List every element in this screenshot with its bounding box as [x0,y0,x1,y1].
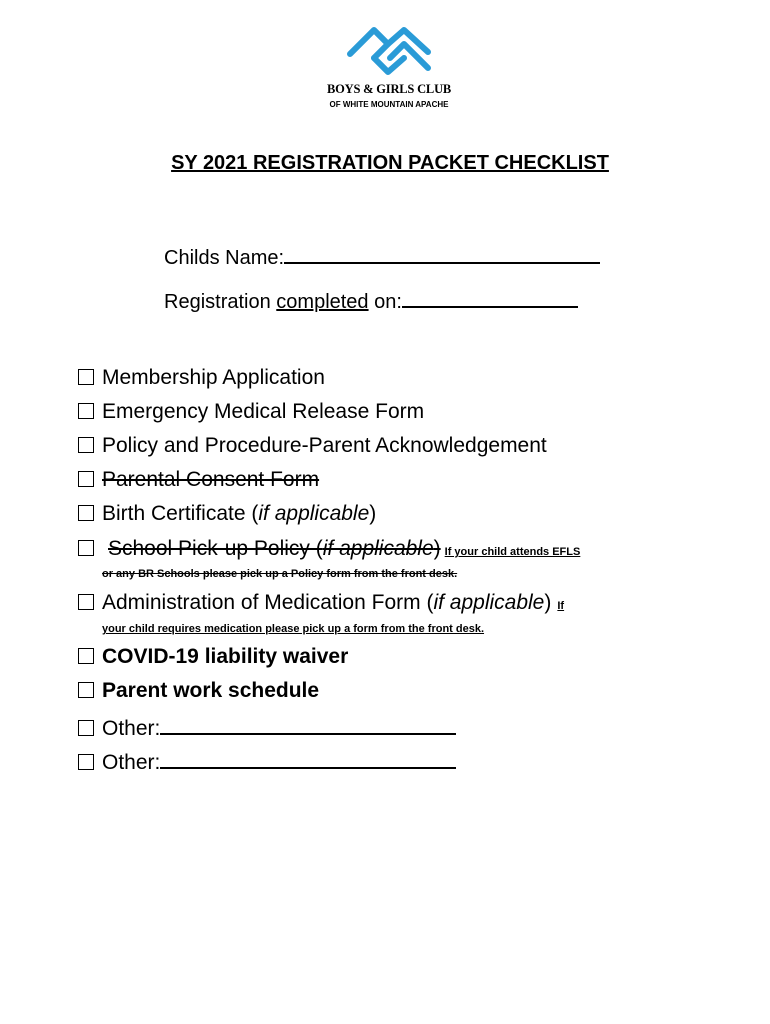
checkbox[interactable] [78,682,94,698]
checklist-item-membership[interactable] [78,366,325,390]
checkbox[interactable] [78,505,94,521]
registration-date-field[interactable] [164,286,578,314]
childs-name-blank[interactable] [284,242,600,264]
item-qualifier: if applicable [433,591,545,614]
pickup-policy-note: or any BR Schools please pick up a Policy form from the front desk. [102,568,458,580]
boys-girls-club-logo-icon [344,22,434,80]
registration-suffix: on: [368,291,402,313]
item-label: Birth Certificate ( [102,502,259,525]
item-label: Administration of Medication Form ( [102,591,434,614]
checkbox[interactable] [78,648,94,664]
item-note: If your child attends EFLS [444,546,581,558]
item-label: Other: [102,751,161,774]
checklist-item-emergency[interactable] [78,400,424,424]
medication-note: your child requires medication please pick up a form from the front desk. [102,623,485,635]
checklist-item-work-schedule[interactable] [78,679,319,703]
item-label: Membership Application [102,366,325,389]
item-qualifier: if applicable [258,502,370,525]
checkbox[interactable] [78,720,94,736]
checkbox[interactable] [78,540,94,556]
checkbox[interactable] [78,754,94,770]
item-label: Emergency Medical Release Form [102,400,425,423]
checkbox[interactable] [78,403,94,419]
registration-prefix: Registration [164,291,277,313]
item-qualifier: if applicable [322,537,434,560]
childs-name-label: Childs Name: [164,247,285,269]
checklist-item-birth-certificate[interactable] [78,502,376,526]
item-label-close: ) [369,502,377,525]
checklist-item-other-2[interactable] [78,747,456,775]
item-label: COVID-19 liability waiver [102,645,349,668]
item-label: Policy and Procedure-Parent Acknowledgement [102,434,547,457]
item-label-close: ) [544,591,552,614]
other-blank[interactable] [160,747,456,769]
other-blank[interactable] [160,713,456,735]
checkbox[interactable] [78,594,94,610]
club-logo [318,22,460,114]
item-note: If [557,600,565,612]
registration-date-blank[interactable] [402,286,578,308]
checkbox[interactable] [78,471,94,487]
registration-word: completed [276,291,369,313]
item-label: Parental Consent Form [102,468,320,491]
item-label: Other: [102,717,161,740]
checklist-item-medication[interactable] [78,591,564,615]
checkbox[interactable] [78,437,94,453]
item-label: Parent work schedule [102,679,320,702]
logo-name-line2: OF WHITE MOUNTAIN APACHE [329,100,449,109]
checklist-item-consent[interactable] [78,468,319,492]
checkbox[interactable] [78,369,94,385]
checklist-item-other-1[interactable] [78,713,456,741]
item-label-close: ) [433,537,441,560]
checklist-item-policy[interactable] [78,434,547,458]
checklist-item-covid[interactable] [78,645,348,669]
childs-name-field[interactable] [164,242,600,270]
item-label: School Pick-up Policy ( [108,537,323,560]
logo-name-line1: BOYS & GIRLS CLUB [326,82,452,96]
page-title: SY 2021 REGISTRATION PACKET CHECKLIST [171,152,609,174]
checklist-item-pickup-policy[interactable] [78,537,580,561]
